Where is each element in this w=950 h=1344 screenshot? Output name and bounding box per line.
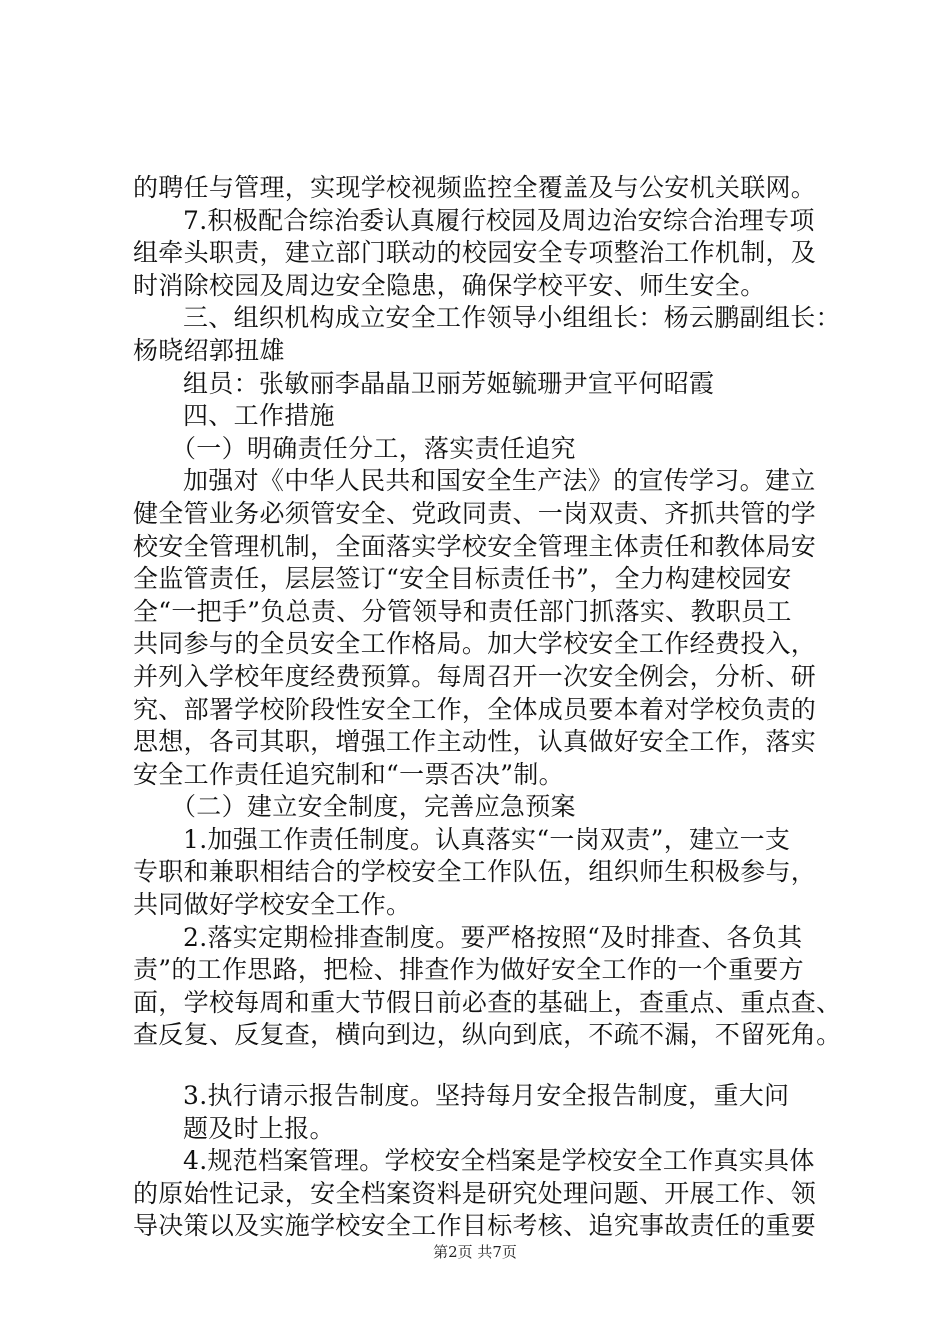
text-line: 时消除校园及周边安全隐患，确保学校平安、师生安全。 (133, 270, 766, 300)
text-line: 共同参与的全员安全工作格局。加大学校安全工作经费投入， (133, 629, 817, 659)
text-line: 面，学校每周和重大节假日前必查的基础上，查重点、重点查、 (133, 987, 842, 1017)
paragraph-gap (133, 1052, 833, 1080)
text-line: 全监管责任，层层签订“安全目标责任书”，全力构建校园安 (133, 564, 792, 594)
text-line: 健全管业务必须管安全、党政同责、一岗双责、齐抓共管的学 (133, 498, 817, 528)
text-line: 并列入学校年度经费预算。每周召开一次安全例会，分析、研 (133, 661, 817, 691)
text-line: 校安全管理机制，全面落实学校安全管理主体责任和教体局安 (133, 531, 817, 561)
subsection-heading: （一）明确责任分工，落实责任追究 (171, 433, 576, 463)
section-heading: 三、组织机构成立安全工作领导小组组长：杨云鹏副组长： (183, 303, 841, 333)
text-line: 组员：张敏丽李晶晶卫丽芳姬毓珊尹宣平何昭霞 (183, 368, 715, 398)
text-line: 的聘任与管理，实现学校视频监控全覆盖及与公安机关联网。 (133, 173, 817, 202)
text-line: 查反复、反复查，横向到边，纵向到底，不疏不漏，不留死角。 (133, 1020, 842, 1050)
text-line: 究、部署学校阶段性安全工作，全体成员要本着对学校负责的 (133, 694, 817, 724)
text-line: 组牵头职责，建立部门联动的校园安全专项整治工作机制，及 (133, 238, 817, 268)
text-line: 杨晓绍郭扭雄 (133, 335, 285, 365)
section-heading: 四、工作措施 (183, 401, 335, 431)
text-line: 思想，各司其职，增强工作主动性，认真做好安全工作，落实 (133, 727, 817, 757)
text-line: 全“一把手”负总责、分管领导和责任部门抓落实、教职员工 (133, 596, 792, 626)
document-body (133, 172, 842, 1243)
text-line: 1.加强工作责任制度。认真落实“一岗双责”，建立一支 (183, 824, 791, 854)
text-line: 4.规范档案管理。学校安全档案是学校安全工作真实具体 (183, 1146, 815, 1176)
subsection-heading: （二）建立安全制度，完善应急预案 (171, 792, 576, 822)
text-line: 7.积极配合综治委认真履行校园及周边治安综合治理专项 (183, 205, 815, 235)
text-line: 专职和兼职相结合的学校安全工作队伍，组织师生积极参与， (133, 857, 817, 887)
text-line: 共同做好学校安全工作。 (133, 890, 412, 920)
text-line: 3.执行请示报告制度。坚持每月安全报告制度，重大问 (183, 1081, 790, 1111)
text-line: 责”的工作思路，把检、排查作为做好安全工作的一个重要方 (133, 955, 804, 985)
text-line: 2.落实定期检排查制度。要严格按照“及时排查、各负其 (183, 922, 803, 952)
page-number-footer: 第2页 共7页 (433, 1243, 517, 1261)
text-line: 加强对《中华人民共和国安全生产法》的宣传学习。建立 (183, 466, 816, 496)
text-line: 安全工作责任追究制和“一票否决”制。 (133, 759, 564, 789)
text-line: 的原始性记录，安全档案资料是研究处理问题、开展工作、领 (133, 1178, 817, 1208)
text-line: 导决策以及实施学校安全工作目标考核、追究事故责任的重要 (133, 1211, 817, 1241)
text-line: 题及时上报。 (183, 1113, 335, 1143)
